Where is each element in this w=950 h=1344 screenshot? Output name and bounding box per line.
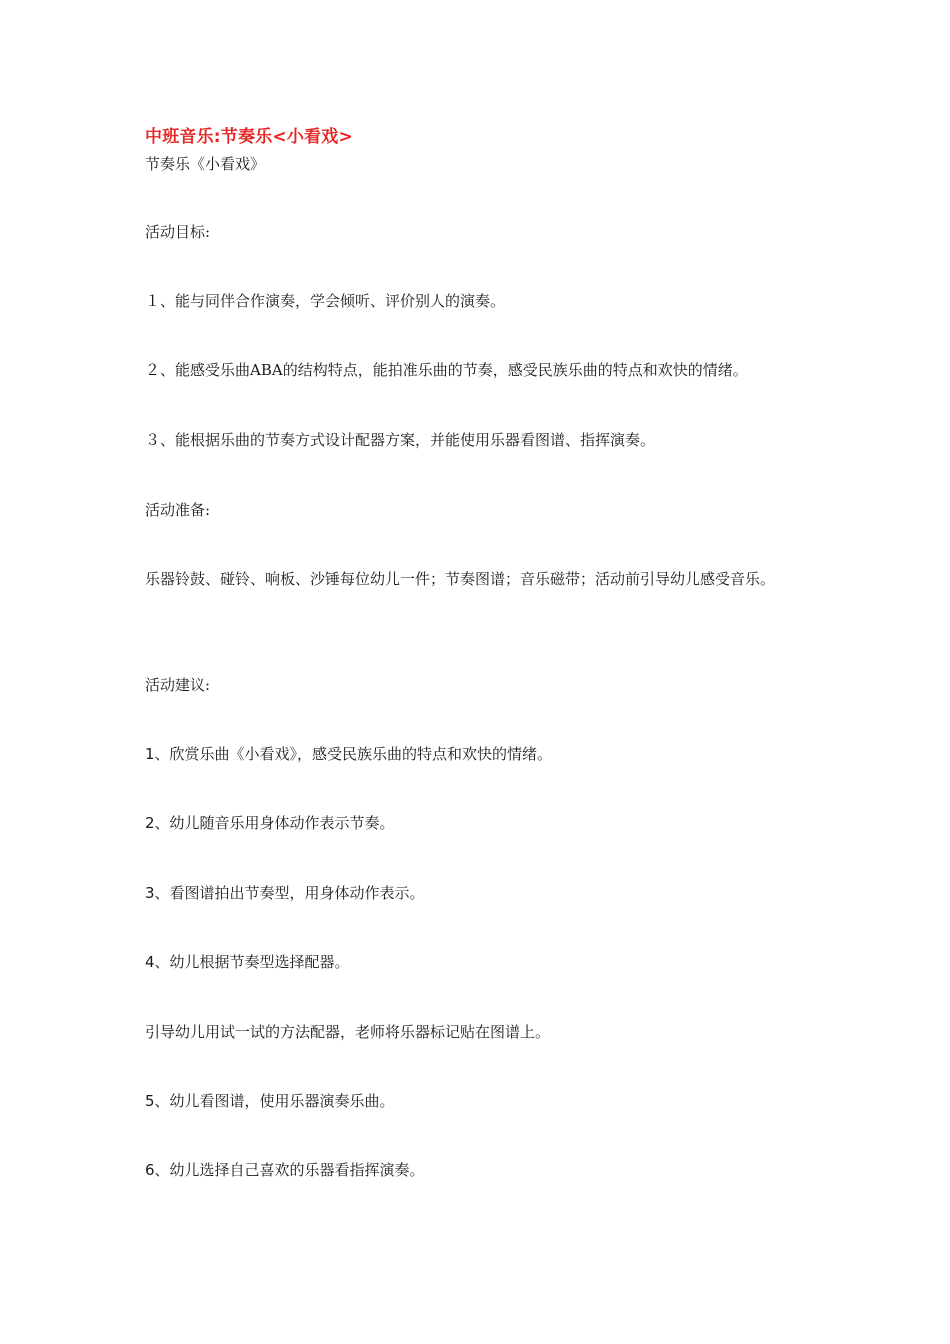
suggestion-item: 4、幼儿根据节奏型选择配器。 [145,953,350,971]
goal-item: １、能与同伴合作演奏，学会倾听、评价别人的演奏。 [145,292,506,310]
suggestion-item: 1、欣赏乐曲《小看戏》，感受民族乐曲的特点和欢快的情绪。 [145,745,553,763]
suggestion-item: 6、幼儿选择自己喜欢的乐器看指挥演奏。 [145,1161,425,1179]
suggestions-heading: 活动建议: [145,676,211,694]
document-subtitle: 节奏乐《小看戏》 [145,155,266,173]
document-title: 中班音乐:节奏乐<小看戏> [145,127,353,147]
goal-item: ２、能感受乐曲ABA的结构特点，能拍准乐曲的节奏，感受民族乐曲的特点和欢快的情绪。 [145,361,748,379]
suggestion-item: 引导幼儿用试一试的方法配器，老师将乐器标记贴在图谱上。 [145,1023,551,1041]
suggestion-item: 3、看图谱拍出节奏型，用身体动作表示。 [145,884,425,902]
suggestion-item: 2、幼儿随音乐用身体动作表示节奏。 [145,814,395,832]
goals-heading: 活动目标: [145,223,211,241]
preparation-text: 乐器铃鼓、碰铃、响板、沙锤每位幼儿一件；节奏图谱；音乐磁带；活动前引导幼儿感受音乐。 [145,570,776,588]
suggestion-item: 5、幼儿看图谱，使用乐器演奏乐曲。 [145,1092,395,1110]
goal-item: ３、能根据乐曲的节奏方式设计配器方案，并能使用乐器看图谱、指挥演奏。 [145,431,656,449]
preparation-heading: 活动准备: [145,501,211,519]
